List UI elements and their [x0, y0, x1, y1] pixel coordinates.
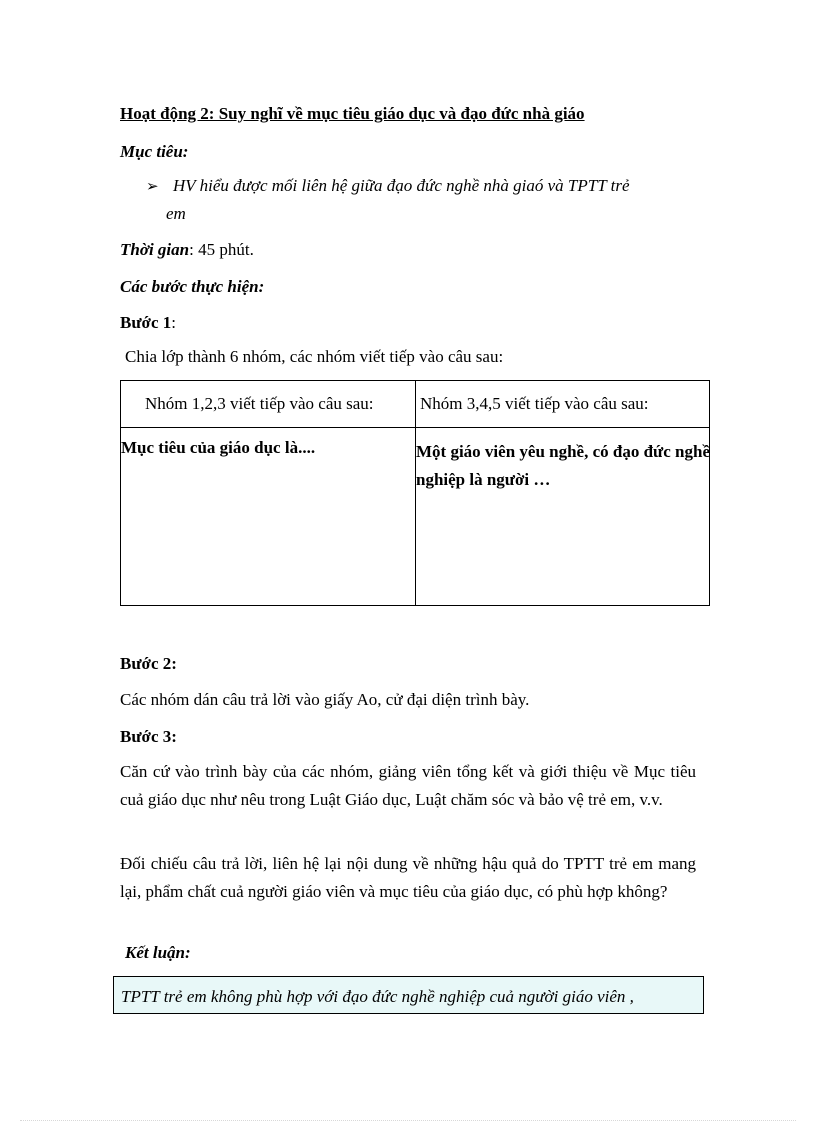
table-cell-group-1: Mục tiêu của giáo dục là.... — [121, 438, 316, 457]
section-heading: Hoạt động 2: Suy nghĩ về mục tiêu giáo dục và đạo đức nhà giáo — [120, 104, 585, 123]
step3-label: Bước 3: — [120, 727, 177, 746]
objective-label: Mục tiêu: — [120, 142, 189, 161]
conclusion-label: Kết luận: — [125, 943, 191, 962]
table-header-group-1: Nhóm 1,2,3 viết tiếp vào câu sau: — [145, 394, 374, 413]
steps-label: Các bước thực hiện: — [120, 277, 265, 296]
step2-label: Bước 2: — [120, 654, 177, 673]
task-table — [120, 380, 710, 606]
table-cell-group-2: Một giáo viên yêu nghề, có đạo đức nghề nghiệp là người … — [416, 442, 711, 489]
conclusion-box: TPTT trẻ em không phù hợp với đạo đức nghề nghiệp cuả người giáo viên , — [113, 976, 704, 1014]
objective-text-line2: em — [166, 204, 186, 223]
step2-description: Các nhóm dán câu trả lời vào giấy Ao, cử đại diện trình bày. — [120, 690, 530, 709]
page-edge-divider — [20, 1120, 796, 1121]
time-label: Thời gian — [120, 240, 190, 259]
step3-paragraph-1: Căn cứ vào trình bày của các nhóm, giảng viên tổng kết và giới thiệu về Mục tiêu cuả giáo dục như nêu trong Luật Giáo dục, Luật chăm sóc và bảo vệ trẻ em, v.v. — [120, 762, 696, 809]
step3-paragraph-2: Đối chiếu câu trả lời, liên hệ lại nội dung về những hậu quả do TPTT trẻ em mang lại, phẩm chất cuả người giáo viên và mục tiêu của giáo dục, có phù hợp không? — [120, 854, 696, 901]
table-row-divider — [121, 427, 709, 428]
table-header-group-2: Nhóm 3,4,5 viết tiếp vào câu sau: — [420, 394, 649, 413]
arrow-bullet-icon: ➢ — [146, 179, 159, 195]
time-value: : 45 phút. — [189, 240, 254, 259]
step1-label — [120, 313, 176, 333]
time-row — [120, 240, 254, 260]
step1-label-text: Bước 1 — [120, 313, 172, 332]
step1-colon: : — [171, 313, 176, 332]
step1-description: Chia lớp thành 6 nhóm, các nhóm viết tiếp vào câu sau: — [125, 347, 504, 366]
objective-text-line1: HV hiểu được mối liên hệ giữa đạo đức nghề nhà giaó và TPTT trẻ — [173, 176, 630, 195]
